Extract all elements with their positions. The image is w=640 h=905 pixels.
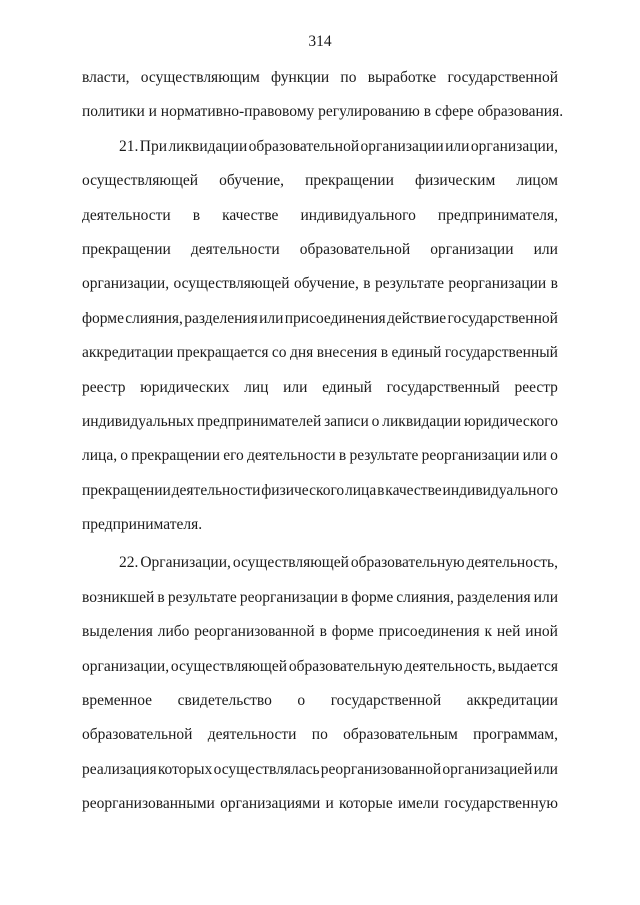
document-body (82, 68, 564, 829)
text-line: прекращении деятельности образовательной организации или (82, 240, 558, 258)
text-line: деятельности в качестве индивидуального предпринимателя, (82, 206, 558, 224)
text-line: образовательной деятельности по образовательным программам, (82, 726, 558, 744)
text-line: лица, о прекращении его деятельности в результате реорганизации или о (82, 447, 558, 465)
text-line: реорганизованными организациями и которые имели государственную (82, 795, 558, 813)
text-line: прекращении деятельности физического лица в качестве индивидуального (82, 481, 558, 499)
text-line: власти, осуществляющим функции по выработке государственной (82, 69, 558, 86)
text-line: 22. Организации, осуществляющей образовательную деятельность, (119, 554, 558, 572)
text-line: возникшей в результате реорганизации в форме слияния, разделения или (82, 588, 558, 606)
text-line: реестр юридических лиц или единый государственный реестр (82, 378, 558, 396)
text-line: осуществляющей обучение, прекращении физическим лицом (82, 172, 558, 190)
text-line: политики и нормативно-правовому регулированию в сфере образования. (82, 103, 564, 121)
text-line: индивидуальных предпринимателей записи о ликвидации юридического (82, 412, 558, 430)
page-number: 314 (308, 33, 332, 50)
text-line: аккредитации прекращается со дня внесения в единый государственный (82, 344, 558, 362)
text-line: организации, осуществляющей образовательную деятельность, выдается (82, 657, 558, 675)
text-line: предпринимателя. (82, 516, 203, 534)
text-line: временное свидетельство о государственной аккредитации (82, 692, 558, 710)
text-line: 21. При ликвидации образовательной организации или организации, (119, 137, 558, 155)
text-line: форме слияния, разделения или присоединения действие государственной (82, 309, 558, 327)
text-line: организации, осуществляющей обучение, в результате реорганизации в (82, 275, 558, 293)
text-line: реализация которых осуществлялась реорганизованной организацией или (82, 760, 558, 778)
text-line: выделения либо реорганизованной в форме присоединения к ней иной (82, 623, 558, 641)
